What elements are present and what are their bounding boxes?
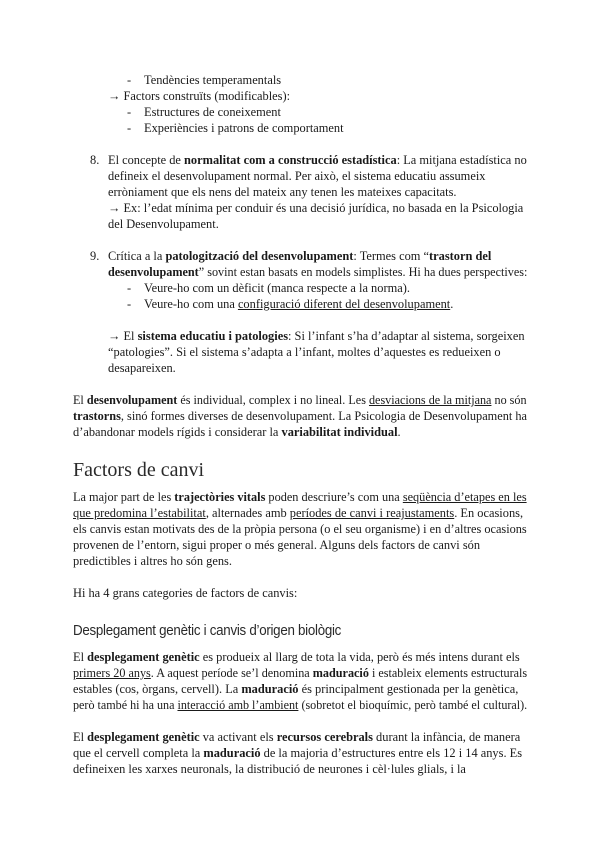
paragraph-line: → Ex: l’edat mínima per conduir és una decisió jurídica, no basada en la Psicologia bbox=[108, 201, 524, 215]
bullet-dash: - bbox=[127, 281, 132, 295]
paragraph-line: La major part de les trajectòries vitals poden descriure’s com una seqüència d’etapes en les bbox=[73, 490, 527, 504]
paragraph-line: El desplegament genètic es produeix al llarg de tota la vida, però és més intens durant els bbox=[73, 650, 520, 664]
bullet-dash: - bbox=[127, 105, 132, 119]
bullet-dash: - bbox=[127, 73, 132, 87]
paragraph-line: defineixen les xarxes neuronals, la distribució de neurones i cèl·lules glials, i la bbox=[73, 762, 466, 776]
section-heading: Factors de canvi bbox=[73, 459, 205, 481]
list-item: → Factors construïts (modificables): bbox=[108, 89, 291, 103]
paragraph-line: d’abandonar models rígids i considerar la variabilitat individual. bbox=[73, 425, 401, 439]
paragraph-line: provenen de l’entorn, sigui proper o més general. Alguns dels factors de canvi són bbox=[73, 538, 481, 552]
list-number: 8. bbox=[90, 153, 100, 167]
paragraph-line: del Desenvolupament. bbox=[108, 217, 219, 231]
paragraph-line: estables (cos, òrgans, cervell). La maduració és principalment gestionada per la genètica, bbox=[73, 682, 519, 696]
list-item: Estructures de coneixement bbox=[144, 105, 281, 119]
paragraph-line: primers 20 anys. A aquest període se’l denomina maduració i estableix elements estructurals bbox=[73, 666, 528, 680]
paragraph-line: Hi ha 4 grans categories de factors de canvis: bbox=[73, 586, 298, 600]
paragraph-line: → El sistema educatiu i patologies: Si l’infant s’ha d’adaptar al sistema, sorgeixen bbox=[108, 329, 525, 343]
paragraph-line: però també hi ha una interacció amb l’ambient (sobretot el bioquímic, però també el cultural). bbox=[73, 698, 528, 712]
paragraph-line: El desplegament genètic va activant els recursos cerebrals durant la infància, de manera bbox=[73, 730, 521, 744]
paragraph-line: els canvis estan motivats des de la pròpia persona (o el seu organisme) i en d’altres ocasions bbox=[73, 522, 527, 536]
paragraph-line: trastorns, sinó formes diverses de desenvolupament. La Psicologia de Desenvolupament ha bbox=[73, 409, 527, 423]
list-item: Tendències temperamentals bbox=[144, 73, 282, 87]
bullet-dash: - bbox=[127, 121, 132, 135]
paragraph-line: El concepte de normalitat com a construcció estadística: La mitjana estadística no bbox=[108, 153, 527, 167]
paragraph-line: predictibles i altres ho són gens. bbox=[73, 554, 232, 568]
paragraph-line: que predomina l’estabilitat, alternades amb períodes de canvi i reajustaments. En ocasions, bbox=[73, 506, 524, 520]
bullet-dash: - bbox=[127, 297, 132, 311]
list-item: Veure-ho com un dèficit (manca respecte a la norma). bbox=[144, 281, 410, 295]
paragraph-line: desapareixen. bbox=[108, 361, 176, 375]
list-number: 9. bbox=[90, 249, 100, 263]
subsection-heading: Desplegament genètic i canvis d’origen biològic bbox=[73, 623, 342, 639]
paragraph-line: desenvolupament” sovint estan basats en models simplistes. Hi ha dues perspectives: bbox=[108, 265, 528, 279]
paragraph-line: defineix el desenvolupament normal. Per això, el sistema educatiu assumeix bbox=[108, 169, 486, 183]
list-item: Experiències i patrons de comportament bbox=[144, 121, 344, 135]
paragraph-line: “patologies”. Si el sistema s’adapta a l’infant, moltes d’aquestes es redueixen o bbox=[108, 345, 501, 359]
paragraph-line: El desenvolupament és individual, complex i no lineal. Les desviacions de la mitjana no són bbox=[73, 393, 527, 407]
paragraph-line: erròniament que els nens del mateix any tenen les mateixes capacitats. bbox=[108, 185, 457, 199]
list-item: Veure-ho com una configuració diferent del desenvolupament. bbox=[144, 297, 454, 311]
paragraph-line: que el cervell completa la maduració de la majoria d’estructures entre els 12 i 14 anys. Es bbox=[73, 746, 523, 760]
paragraph-line: Crítica a la patologització del desenvolupament: Termes com “trastorn del bbox=[108, 249, 492, 263]
